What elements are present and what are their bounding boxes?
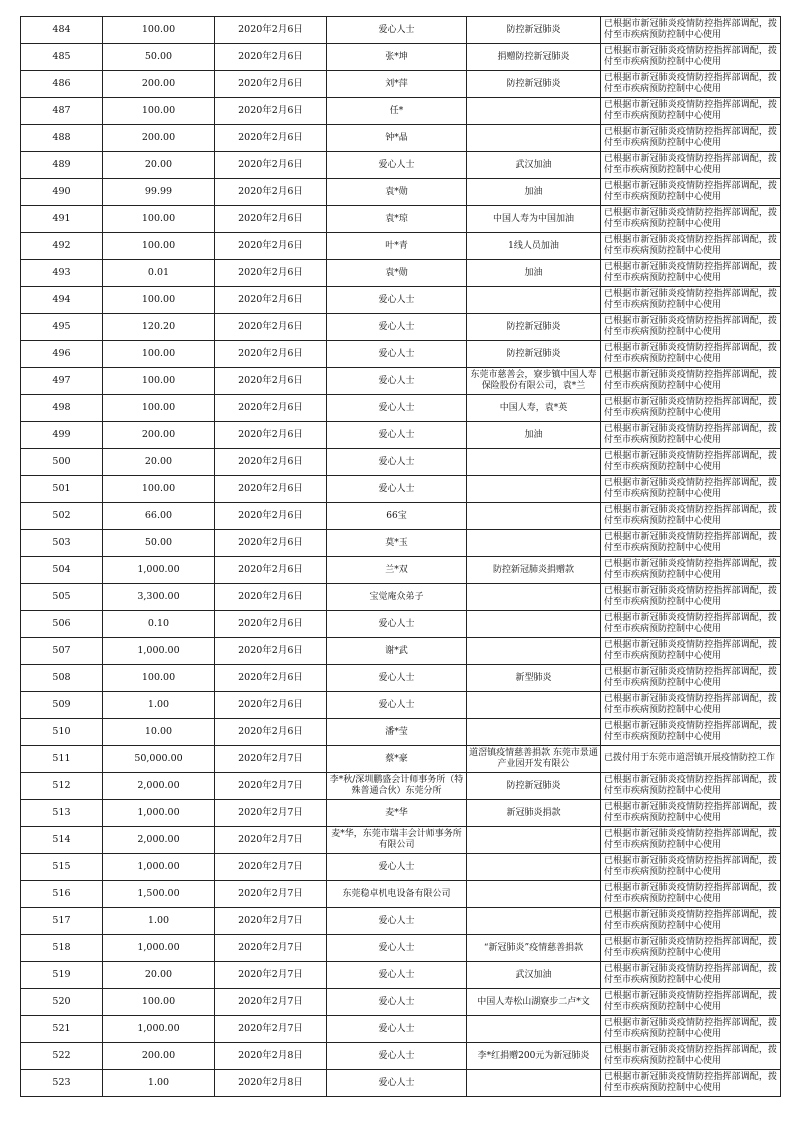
- amount-cell: 1.00: [103, 692, 215, 719]
- date-cell: 2020年2月7日: [215, 1016, 327, 1043]
- date-cell: 2020年2月6日: [215, 17, 327, 44]
- note-cell: 中国人寿为中国加油: [467, 206, 601, 233]
- table-row: [21, 611, 781, 638]
- date-cell: 2020年2月7日: [215, 800, 327, 827]
- date-cell: 2020年2月8日: [215, 1043, 327, 1070]
- fund-use-cell: 已根据市新冠肺炎疫情防控指挥部调配，拨付至市疾病预防控制中心使用: [601, 503, 781, 530]
- date-cell: 2020年2月6日: [215, 98, 327, 125]
- donor-cell: 爱心人士: [327, 908, 467, 935]
- donor-cell: 袁*勋: [327, 179, 467, 206]
- row-number-cell: 505: [21, 584, 103, 611]
- row-number-cell: 494: [21, 287, 103, 314]
- note-cell: 武汉加油: [467, 152, 601, 179]
- amount-cell: 1.00: [103, 1070, 215, 1097]
- fund-use-cell: 已根据市新冠肺炎疫情防控指挥部调配，拨付至市疾病预防控制中心使用: [601, 476, 781, 503]
- table-row: [21, 773, 781, 800]
- row-number-cell: 511: [21, 746, 103, 773]
- fund-use-cell: 已根据市新冠肺炎疫情防控指挥部调配，拨付至市疾病预防控制中心使用: [601, 881, 781, 908]
- date-cell: 2020年2月8日: [215, 1070, 327, 1097]
- row-number-cell: 491: [21, 206, 103, 233]
- fund-use-cell: 已根据市新冠肺炎疫情防控指挥部调配，拨付至市疾病预防控制中心使用: [601, 908, 781, 935]
- row-number-cell: 504: [21, 557, 103, 584]
- fund-use-cell: 已根据市新冠肺炎疫情防控指挥部调配，拨付至市疾病预防控制中心使用: [601, 962, 781, 989]
- amount-cell: 100.00: [103, 989, 215, 1016]
- row-number-cell: 500: [21, 449, 103, 476]
- amount-cell: 1.00: [103, 908, 215, 935]
- donor-cell: 爱心人士: [327, 665, 467, 692]
- amount-cell: 120.20: [103, 314, 215, 341]
- fund-use-cell: 已根据市新冠肺炎疫情防控指挥部调配，拨付至市疾病预防控制中心使用: [601, 125, 781, 152]
- note-cell: [467, 908, 601, 935]
- note-cell: 防控新冠肺炎: [467, 71, 601, 98]
- row-number-cell: 493: [21, 260, 103, 287]
- date-cell: 2020年2月7日: [215, 773, 327, 800]
- donor-cell: 潘*莹: [327, 719, 467, 746]
- donor-cell: 爱心人士: [327, 17, 467, 44]
- date-cell: 2020年2月7日: [215, 935, 327, 962]
- donor-cell: 叶*青: [327, 233, 467, 260]
- fund-use-cell: 已根据市新冠肺炎疫情防控指挥部调配，拨付至市疾病预防控制中心使用: [601, 638, 781, 665]
- table-row: [21, 557, 781, 584]
- fund-use-cell: 已根据市新冠肺炎疫情防控指挥部调配，拨付至市疾病预防控制中心使用: [601, 584, 781, 611]
- note-cell: 李*红捐赠200元为新冠肺炎: [467, 1043, 601, 1070]
- fund-use-cell: 已根据市新冠肺炎疫情防控指挥部调配，拨付至市疾病预防控制中心使用: [601, 17, 781, 44]
- amount-cell: 200.00: [103, 71, 215, 98]
- date-cell: 2020年2月6日: [215, 395, 327, 422]
- note-cell: 加油: [467, 260, 601, 287]
- row-number-cell: 509: [21, 692, 103, 719]
- donor-cell: 麦*华，东莞市瑞丰会计师事务所有限公司: [327, 827, 467, 854]
- row-number-cell: 496: [21, 341, 103, 368]
- donor-cell: 爱心人士: [327, 152, 467, 179]
- note-cell: 武汉加油: [467, 962, 601, 989]
- table-row: [21, 1016, 781, 1043]
- row-number-cell: 492: [21, 233, 103, 260]
- date-cell: 2020年2月6日: [215, 341, 327, 368]
- fund-use-cell: 已根据市新冠肺炎疫情防控指挥部调配，拨付至市疾病预防控制中心使用: [601, 530, 781, 557]
- note-cell: [467, 98, 601, 125]
- table-row: [21, 44, 781, 71]
- donor-cell: 爱心人士: [327, 854, 467, 881]
- donation-table-body: [21, 17, 781, 1097]
- donor-cell: 爱心人士: [327, 395, 467, 422]
- amount-cell: 1,000.00: [103, 557, 215, 584]
- donor-cell: 爱心人士: [327, 989, 467, 1016]
- amount-cell: 100.00: [103, 665, 215, 692]
- note-cell: 捐赠防控新冠肺炎: [467, 44, 601, 71]
- fund-use-cell: 已根据市新冠肺炎疫情防控指挥部调配，拨付至市疾病预防控制中心使用: [601, 341, 781, 368]
- row-number-cell: 519: [21, 962, 103, 989]
- date-cell: 2020年2月7日: [215, 962, 327, 989]
- row-number-cell: 513: [21, 800, 103, 827]
- date-cell: 2020年2月6日: [215, 692, 327, 719]
- table-row: [21, 827, 781, 854]
- row-number-cell: 521: [21, 1016, 103, 1043]
- note-cell: [467, 449, 601, 476]
- donor-cell: 张*坤: [327, 44, 467, 71]
- table-row: [21, 530, 781, 557]
- amount-cell: 1,000.00: [103, 935, 215, 962]
- amount-cell: 50.00: [103, 44, 215, 71]
- table-row: [21, 287, 781, 314]
- table-row: [21, 449, 781, 476]
- amount-cell: 3,300.00: [103, 584, 215, 611]
- note-cell: [467, 1016, 601, 1043]
- row-number-cell: 484: [21, 17, 103, 44]
- donor-cell: 任*: [327, 98, 467, 125]
- table-row: [21, 503, 781, 530]
- date-cell: 2020年2月6日: [215, 125, 327, 152]
- table-row: [21, 341, 781, 368]
- amount-cell: 100.00: [103, 341, 215, 368]
- amount-cell: 100.00: [103, 395, 215, 422]
- donor-cell: 爱心人士: [327, 692, 467, 719]
- donor-cell: 钟*晶: [327, 125, 467, 152]
- fund-use-cell: 已根据市新冠肺炎疫情防控指挥部调配，拨付至市疾病预防控制中心使用: [601, 935, 781, 962]
- row-number-cell: 502: [21, 503, 103, 530]
- donor-cell: 爱心人士: [327, 476, 467, 503]
- date-cell: 2020年2月6日: [215, 638, 327, 665]
- donor-cell: 爱心人士: [327, 935, 467, 962]
- amount-cell: 50,000.00: [103, 746, 215, 773]
- donor-cell: 爱心人士: [327, 341, 467, 368]
- amount-cell: 100.00: [103, 287, 215, 314]
- note-cell: 防控新冠肺炎: [467, 341, 601, 368]
- date-cell: 2020年2月6日: [215, 179, 327, 206]
- note-cell: [467, 530, 601, 557]
- fund-use-cell: 已根据市新冠肺炎疫情防控指挥部调配，拨付至市疾病预防控制中心使用: [601, 449, 781, 476]
- table-row: [21, 881, 781, 908]
- donation-table: [20, 16, 781, 1097]
- table-row: [21, 179, 781, 206]
- fund-use-cell: 已根据市新冠肺炎疫情防控指挥部调配，拨付至市疾病预防控制中心使用: [601, 692, 781, 719]
- fund-use-cell: 已根据市新冠肺炎疫情防控指挥部调配，拨付至市疾病预防控制中心使用: [601, 773, 781, 800]
- donor-cell: 麦*华: [327, 800, 467, 827]
- amount-cell: 20.00: [103, 449, 215, 476]
- row-number-cell: 498: [21, 395, 103, 422]
- date-cell: 2020年2月6日: [215, 44, 327, 71]
- note-cell: [467, 881, 601, 908]
- fund-use-cell: 已根据市新冠肺炎疫情防控指挥部调配，拨付至市疾病预防控制中心使用: [601, 1070, 781, 1097]
- amount-cell: 50.00: [103, 530, 215, 557]
- fund-use-cell: 已根据市新冠肺炎疫情防控指挥部调配，拨付至市疾病预防控制中心使用: [601, 422, 781, 449]
- row-number-cell: 495: [21, 314, 103, 341]
- amount-cell: 0.01: [103, 260, 215, 287]
- row-number-cell: 512: [21, 773, 103, 800]
- amount-cell: 10.00: [103, 719, 215, 746]
- row-number-cell: 485: [21, 44, 103, 71]
- note-cell: 道滘镇疫情慈善捐款 东莞市景通产业园开发有限公: [467, 746, 601, 773]
- fund-use-cell: 已根据市新冠肺炎疫情防控指挥部调配，拨付至市疾病预防控制中心使用: [601, 98, 781, 125]
- date-cell: 2020年2月6日: [215, 152, 327, 179]
- amount-cell: 1,000.00: [103, 1016, 215, 1043]
- note-cell: [467, 125, 601, 152]
- date-cell: 2020年2月7日: [215, 854, 327, 881]
- row-number-cell: 488: [21, 125, 103, 152]
- row-number-cell: 510: [21, 719, 103, 746]
- donor-cell: 爱心人士: [327, 368, 467, 395]
- table-row: [21, 719, 781, 746]
- fund-use-cell: 已根据市新冠肺炎疫情防控指挥部调配，拨付至市疾病预防控制中心使用: [601, 368, 781, 395]
- donor-cell: 66宝: [327, 503, 467, 530]
- table-row: [21, 935, 781, 962]
- row-number-cell: 497: [21, 368, 103, 395]
- table-row: [21, 206, 781, 233]
- table-row: [21, 854, 781, 881]
- note-cell: [467, 719, 601, 746]
- table-row: [21, 962, 781, 989]
- fund-use-cell: 已根据市新冠肺炎疫情防控指挥部调配，拨付至市疾病预防控制中心使用: [601, 800, 781, 827]
- amount-cell: 0.10: [103, 611, 215, 638]
- table-row: [21, 152, 781, 179]
- donor-cell: 爱心人士: [327, 1016, 467, 1043]
- amount-cell: 100.00: [103, 98, 215, 125]
- table-row: [21, 665, 781, 692]
- table-row: [21, 98, 781, 125]
- date-cell: 2020年2月6日: [215, 287, 327, 314]
- fund-use-cell: 已根据市新冠肺炎疫情防控指挥部调配，拨付至市疾病预防控制中心使用: [601, 152, 781, 179]
- donor-cell: 蔡*豪: [327, 746, 467, 773]
- note-cell: 新型肺炎: [467, 665, 601, 692]
- table-row: [21, 71, 781, 98]
- table-row: [21, 1070, 781, 1097]
- donor-cell: 莫*玉: [327, 530, 467, 557]
- row-number-cell: 501: [21, 476, 103, 503]
- note-cell: 防控新冠肺炎捐赠款: [467, 557, 601, 584]
- date-cell: 2020年2月6日: [215, 665, 327, 692]
- fund-use-cell: 已根据市新冠肺炎疫情防控指挥部调配，拨付至市疾病预防控制中心使用: [601, 611, 781, 638]
- donor-cell: 东莞稳卓机电设备有限公司: [327, 881, 467, 908]
- amount-cell: 100.00: [103, 476, 215, 503]
- fund-use-cell: 已根据市新冠肺炎疫情防控指挥部调配，拨付至市疾病预防控制中心使用: [601, 854, 781, 881]
- date-cell: 2020年2月6日: [215, 260, 327, 287]
- fund-use-cell: 已拨付用于东莞市道滘镇开展疫情防控工作: [601, 746, 781, 773]
- donor-cell: 袁*琼: [327, 206, 467, 233]
- donor-cell: 宝觉庵众弟子: [327, 584, 467, 611]
- note-cell: 中国人寿，袁*英: [467, 395, 601, 422]
- table-row: [21, 476, 781, 503]
- row-number-cell: 516: [21, 881, 103, 908]
- date-cell: 2020年2月6日: [215, 584, 327, 611]
- row-number-cell: 508: [21, 665, 103, 692]
- fund-use-cell: 已根据市新冠肺炎疫情防控指挥部调配，拨付至市疾病预防控制中心使用: [601, 287, 781, 314]
- date-cell: 2020年2月6日: [215, 314, 327, 341]
- row-number-cell: 487: [21, 98, 103, 125]
- note-cell: [467, 287, 601, 314]
- row-number-cell: 517: [21, 908, 103, 935]
- amount-cell: 200.00: [103, 125, 215, 152]
- table-row: [21, 584, 781, 611]
- note-cell: [467, 476, 601, 503]
- row-number-cell: 506: [21, 611, 103, 638]
- amount-cell: 100.00: [103, 17, 215, 44]
- row-number-cell: 522: [21, 1043, 103, 1070]
- date-cell: 2020年2月6日: [215, 503, 327, 530]
- amount-cell: 1,500.00: [103, 881, 215, 908]
- date-cell: 2020年2月6日: [215, 449, 327, 476]
- note-cell: 防控新冠肺炎: [467, 314, 601, 341]
- donor-cell: 李*秋/深圳鹏盛会计师事务所（特殊普通合伙）东莞分所: [327, 773, 467, 800]
- fund-use-cell: 已根据市新冠肺炎疫情防控指挥部调配，拨付至市疾病预防控制中心使用: [601, 827, 781, 854]
- table-row: [21, 422, 781, 449]
- note-cell: [467, 827, 601, 854]
- table-row: [21, 260, 781, 287]
- table-row: [21, 638, 781, 665]
- fund-use-cell: 已根据市新冠肺炎疫情防控指挥部调配，拨付至市疾病预防控制中心使用: [601, 233, 781, 260]
- row-number-cell: 499: [21, 422, 103, 449]
- date-cell: 2020年2月7日: [215, 908, 327, 935]
- donor-cell: 兰*双: [327, 557, 467, 584]
- donor-cell: 爱心人士: [327, 962, 467, 989]
- amount-cell: 1,000.00: [103, 854, 215, 881]
- amount-cell: 2,000.00: [103, 827, 215, 854]
- table-row: [21, 1043, 781, 1070]
- amount-cell: 1,000.00: [103, 638, 215, 665]
- row-number-cell: 490: [21, 179, 103, 206]
- note-cell: 防控新冠肺炎: [467, 17, 601, 44]
- note-cell: [467, 1070, 601, 1097]
- donor-cell: 爱心人士: [327, 1043, 467, 1070]
- fund-use-cell: 已根据市新冠肺炎疫情防控指挥部调配，拨付至市疾病预防控制中心使用: [601, 989, 781, 1016]
- note-cell: 新冠肺炎捐款: [467, 800, 601, 827]
- amount-cell: 100.00: [103, 206, 215, 233]
- note-cell: [467, 503, 601, 530]
- row-number-cell: 515: [21, 854, 103, 881]
- fund-use-cell: 已根据市新冠肺炎疫情防控指挥部调配，拨付至市疾病预防控制中心使用: [601, 260, 781, 287]
- donor-cell: 谢*武: [327, 638, 467, 665]
- amount-cell: 20.00: [103, 152, 215, 179]
- table-row: [21, 908, 781, 935]
- donor-cell: 爱心人士: [327, 287, 467, 314]
- note-cell: [467, 854, 601, 881]
- date-cell: 2020年2月6日: [215, 557, 327, 584]
- note-cell: 1线人员加油: [467, 233, 601, 260]
- note-cell: [467, 584, 601, 611]
- date-cell: 2020年2月6日: [215, 206, 327, 233]
- row-number-cell: 503: [21, 530, 103, 557]
- donor-cell: 爱心人士: [327, 1070, 467, 1097]
- date-cell: 2020年2月6日: [215, 611, 327, 638]
- fund-use-cell: 已根据市新冠肺炎疫情防控指挥部调配，拨付至市疾病预防控制中心使用: [601, 71, 781, 98]
- date-cell: 2020年2月6日: [215, 476, 327, 503]
- table-row: [21, 800, 781, 827]
- fund-use-cell: 已根据市新冠肺炎疫情防控指挥部调配，拨付至市疾病预防控制中心使用: [601, 314, 781, 341]
- table-row: [21, 17, 781, 44]
- donor-cell: 爱心人士: [327, 314, 467, 341]
- fund-use-cell: 已根据市新冠肺炎疫情防控指挥部调配，拨付至市疾病预防控制中心使用: [601, 179, 781, 206]
- note-cell: 防控新冠肺炎: [467, 773, 601, 800]
- row-number-cell: 489: [21, 152, 103, 179]
- date-cell: 2020年2月6日: [215, 71, 327, 98]
- donor-cell: 爱心人士: [327, 611, 467, 638]
- table-row: [21, 692, 781, 719]
- amount-cell: 100.00: [103, 233, 215, 260]
- date-cell: 2020年2月6日: [215, 719, 327, 746]
- note-cell: [467, 611, 601, 638]
- note-cell: 加油: [467, 179, 601, 206]
- fund-use-cell: 已根据市新冠肺炎疫情防控指挥部调配，拨付至市疾病预防控制中心使用: [601, 44, 781, 71]
- note-cell: [467, 638, 601, 665]
- note-cell: 东莞市慈善会，寮步镇中国人寿保险股份有限公司，袁*兰: [467, 368, 601, 395]
- table-row: [21, 395, 781, 422]
- amount-cell: 20.00: [103, 962, 215, 989]
- table-row: [21, 314, 781, 341]
- row-number-cell: 523: [21, 1070, 103, 1097]
- amount-cell: 66.00: [103, 503, 215, 530]
- fund-use-cell: 已根据市新冠肺炎疫情防控指挥部调配，拨付至市疾病预防控制中心使用: [601, 1043, 781, 1070]
- note-cell: 中国人寿松山湖寮步二卢*文: [467, 989, 601, 1016]
- amount-cell: 2,000.00: [103, 773, 215, 800]
- amount-cell: 200.00: [103, 422, 215, 449]
- donor-cell: 爱心人士: [327, 449, 467, 476]
- donor-cell: 袁*勋: [327, 260, 467, 287]
- row-number-cell: 520: [21, 989, 103, 1016]
- table-row: [21, 746, 781, 773]
- table-row: [21, 233, 781, 260]
- amount-cell: 99.99: [103, 179, 215, 206]
- fund-use-cell: 已根据市新冠肺炎疫情防控指挥部调配，拨付至市疾病预防控制中心使用: [601, 557, 781, 584]
- fund-use-cell: 已根据市新冠肺炎疫情防控指挥部调配，拨付至市疾病预防控制中心使用: [601, 1016, 781, 1043]
- table-row: [21, 989, 781, 1016]
- table-row: [21, 125, 781, 152]
- fund-use-cell: 已根据市新冠肺炎疫情防控指挥部调配，拨付至市疾病预防控制中心使用: [601, 665, 781, 692]
- row-number-cell: 518: [21, 935, 103, 962]
- date-cell: 2020年2月7日: [215, 989, 327, 1016]
- date-cell: 2020年2月6日: [215, 530, 327, 557]
- amount-cell: 100.00: [103, 368, 215, 395]
- fund-use-cell: 已根据市新冠肺炎疫情防控指挥部调配，拨付至市疾病预防控制中心使用: [601, 719, 781, 746]
- date-cell: 2020年2月6日: [215, 422, 327, 449]
- note-cell: “新冠肺炎”疫情慈善捐款: [467, 935, 601, 962]
- note-cell: [467, 692, 601, 719]
- table-row: [21, 368, 781, 395]
- donation-table-page: [20, 16, 780, 1097]
- donor-cell: 刘*萍: [327, 71, 467, 98]
- date-cell: 2020年2月6日: [215, 368, 327, 395]
- row-number-cell: 486: [21, 71, 103, 98]
- donor-cell: 爱心人士: [327, 422, 467, 449]
- fund-use-cell: 已根据市新冠肺炎疫情防控指挥部调配，拨付至市疾病预防控制中心使用: [601, 395, 781, 422]
- fund-use-cell: 已根据市新冠肺炎疫情防控指挥部调配，拨付至市疾病预防控制中心使用: [601, 206, 781, 233]
- row-number-cell: 507: [21, 638, 103, 665]
- row-number-cell: 514: [21, 827, 103, 854]
- note-cell: 加油: [467, 422, 601, 449]
- date-cell: 2020年2月7日: [215, 827, 327, 854]
- amount-cell: 200.00: [103, 1043, 215, 1070]
- date-cell: 2020年2月7日: [215, 881, 327, 908]
- amount-cell: 1,000.00: [103, 800, 215, 827]
- date-cell: 2020年2月7日: [215, 746, 327, 773]
- date-cell: 2020年2月6日: [215, 233, 327, 260]
